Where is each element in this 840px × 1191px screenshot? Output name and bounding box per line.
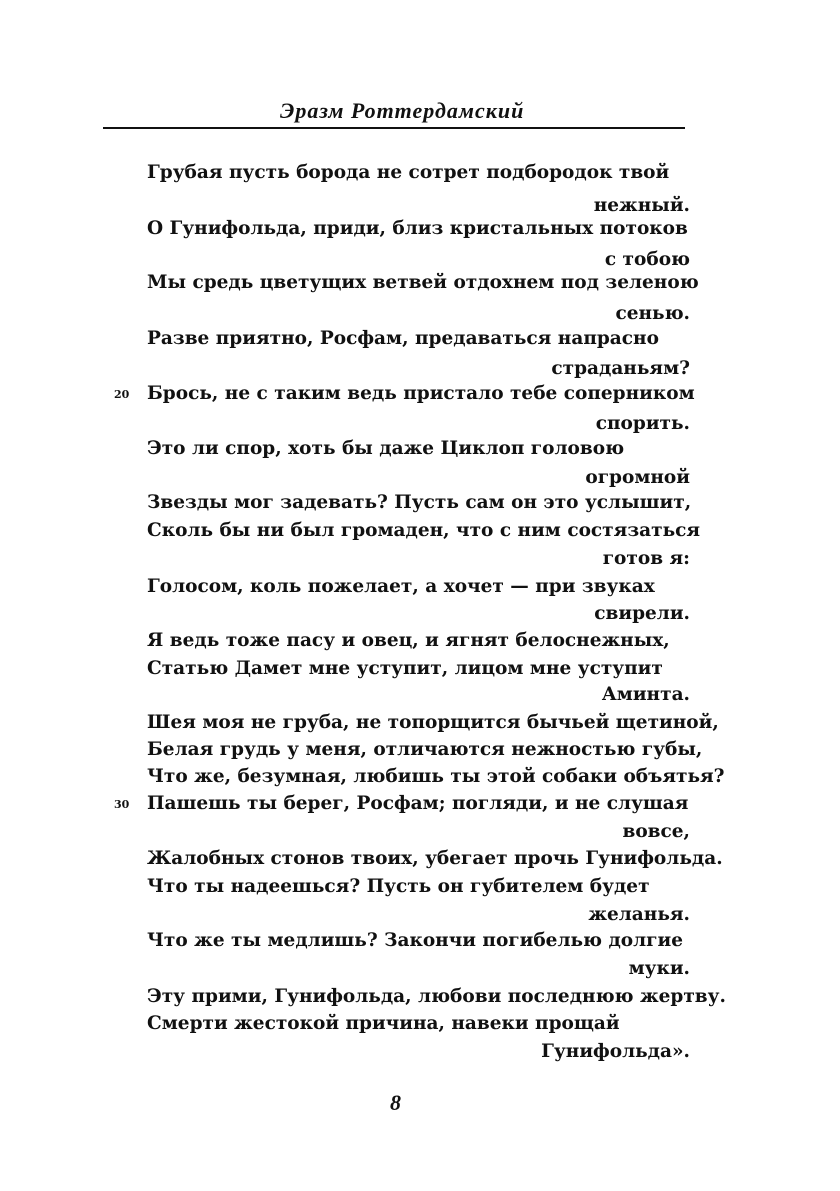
header-rule xyxy=(103,127,685,129)
verse-line: Эту прими, Гунифольда, любови последнюю жертву. xyxy=(147,986,726,1007)
verse-line-continuation: спорить. xyxy=(595,413,690,434)
verse-line: О Гунифольда, приди, близ кристальных потоков xyxy=(147,218,688,239)
verse-line: Жалобных стонов твоих, убегает прочь Гунифольда. xyxy=(147,848,723,869)
verse-line: Что же ты медлишь? Закончи погибелью долгие xyxy=(147,930,684,951)
verse-line-continuation: Аминта. xyxy=(601,684,690,705)
verse-line-continuation: вовсе, xyxy=(622,821,690,842)
verse-line: Брось, не с таким ведь пристало тебе соперником xyxy=(147,383,695,404)
verse-line: Белая грудь у меня, отличаются нежностью губы, xyxy=(147,739,703,760)
verse-line: Я ведь тоже пасу и овец, и ягнят белоснежных, xyxy=(147,630,670,651)
verse-line: Статью Дамет мне уступит, лицом мне уступит xyxy=(147,658,663,679)
verse-line-continuation: сенью. xyxy=(615,303,690,324)
verse-line-continuation: Гунифольда». xyxy=(541,1041,690,1062)
verse-line-continuation: свирели. xyxy=(594,603,690,624)
line-number-30: 30 xyxy=(114,798,130,811)
verse-line: Шея моя не груба, не топорщится бычьей щетиной, xyxy=(147,712,719,733)
verse-line-continuation: желанья. xyxy=(588,904,690,925)
verse-line: Грубая пусть борода не сотрет подбородок твой xyxy=(147,162,670,183)
verse-line: Что же, безумная, любишь ты этой собаки объятья? xyxy=(147,766,725,787)
verse-line: Смерти жестокой причина, навеки прощай xyxy=(147,1013,620,1034)
verse-line: Пашешь ты берег, Росфам; погляди, и не слушая xyxy=(147,793,689,814)
verse-line: Звезды мог задевать? Пусть сам он это услышит, xyxy=(147,492,692,513)
line-number-20: 20 xyxy=(114,388,130,401)
verse-line-continuation: огромной xyxy=(585,467,690,488)
verse-line: Это ли спор, хоть бы даже Циклоп головою xyxy=(147,438,625,459)
verse-line: Разве приятно, Росфам, предаваться напрасно xyxy=(147,328,659,349)
verse-line: Голосом, коль пожелает, а хочет — при звуках xyxy=(147,576,655,597)
page-number: 8 xyxy=(390,1090,401,1115)
verse-line-continuation: муки. xyxy=(628,958,690,979)
verse-line: Сколь бы ни был громаден, что с ним состязаться xyxy=(147,520,701,541)
verse-line-continuation: с тобою xyxy=(604,249,690,270)
verse-line-continuation: готов я: xyxy=(602,548,690,569)
verse-line: Мы средь цветущих ветвей отдохнем под зеленою xyxy=(147,272,699,293)
verse-line-continuation: страданьям? xyxy=(551,358,690,379)
running-head: Эразм Роттердамский xyxy=(280,98,525,123)
verse-line-continuation: нежный. xyxy=(593,195,690,216)
verse-line: Что ты надеешься? Пусть он губителем будет xyxy=(147,876,650,897)
